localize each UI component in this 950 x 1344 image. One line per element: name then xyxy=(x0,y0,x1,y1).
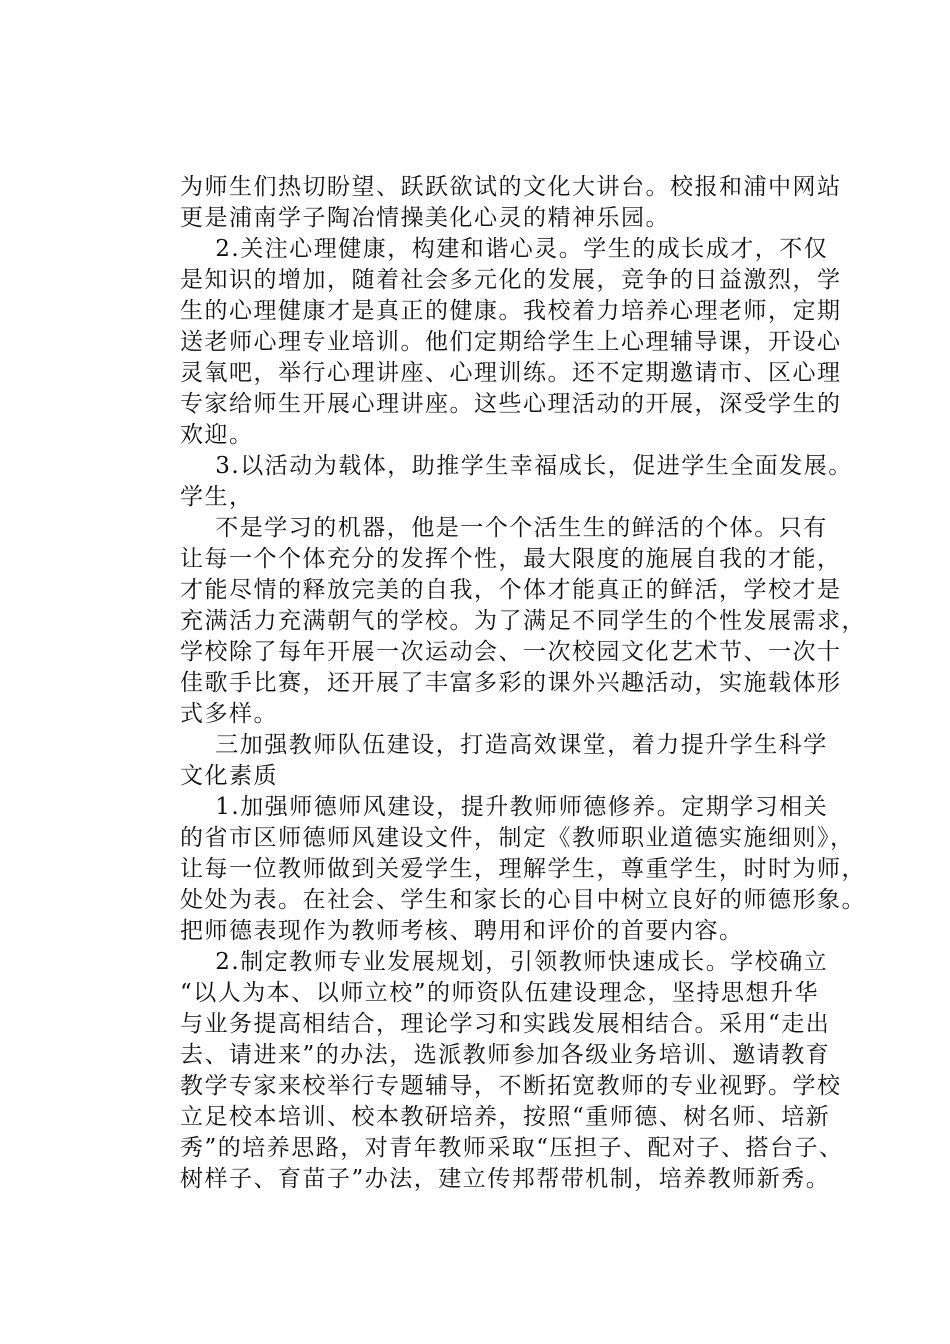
text-line: 树样子、育苗子”办法，建立传邦帮带机制，培养教师新秀。 xyxy=(180,1166,831,1192)
text-line: 1.加强师德师风建设，提升教师师德修养。定期学习相关 xyxy=(180,794,829,820)
text-line: 更是浦南学子陶冶情操美化心灵的精神乐园。 xyxy=(180,205,670,231)
text-line: 佳歌手比赛，还开展了丰富多彩的课外兴趣活动，实施载体形 xyxy=(180,670,842,696)
text-line: 与业务提高相结合，理论学习和实践发展相结合。采用“走出 xyxy=(180,1011,831,1037)
text-line: 生的心理健康才是真正的健康。我校着力培养心理老师，定期 xyxy=(180,298,842,324)
text-line: 欢迎。 xyxy=(180,422,254,448)
text-line: 式多样。 xyxy=(180,701,278,727)
text-line: 是知识的增加，随着社会多元化的发展，竞争的日益激烈，学 xyxy=(180,267,842,293)
text-line: 才能尽情的释放完美的自我，个体才能真正的鲜活，学校才是 xyxy=(180,577,842,603)
text-line: 送老师心理专业培训。他们定期给学生上心理辅导课，开设心 xyxy=(180,329,842,355)
text-line: “以人为本、以师立校”的师资队伍建设理念，坚持思想升华 xyxy=(180,980,820,1006)
text-line: 让每一位教师做到关爱学生，理解学生，尊重学生，时时为师， xyxy=(180,856,866,882)
text-line: 2.关注心理健康，构建和谐心灵。学生的成长成才，不仅 xyxy=(180,236,829,262)
text-line: 秀”的培养思路，对青年教师采取“压担子、配对子、搭台子、 xyxy=(180,1135,844,1161)
text-line: 让每一个个体充分的发挥个性，最大限度的施展自我的才能， xyxy=(180,546,842,572)
text-line: 的省市区师德师风建设文件，制定《教师职业道德实施细则》， xyxy=(180,825,855,851)
text-line: 专家给师生开展心理讲座。这些心理活动的开展，深受学生的 xyxy=(180,391,842,417)
text-line: 处处为表。在社会、学生和家长的心目中树立良好的师德形象。 xyxy=(180,887,866,913)
section-heading-line: 三加强教师队伍建设，打造高效课堂，着力提升学生科学 xyxy=(180,732,828,758)
text-line: 立足校本培训、校本教研培养，按照“重师德、树名师、培新 xyxy=(180,1104,831,1130)
text-line: 3.以活动为载体，助推学生幸福成长，促进学生全面发展。 xyxy=(180,453,853,479)
text-line: 为师生们热切盼望、跃跃欲试的文化大讲台。校报和浦中网站 xyxy=(180,174,842,200)
text-line: 充满活力充满朝气的学校。为了满足不同学生的个性发展需求， xyxy=(180,608,866,634)
text-line: 2.制定教师专业发展规划，引领教师快速成长。学校确立 xyxy=(180,949,829,975)
text-line: 学校除了每年开展一次运动会、一次校园文化艺术节、一次十 xyxy=(180,639,842,665)
text-line: 把师德表现作为教师考核、聘用和评价的首要内容。 xyxy=(180,918,744,944)
text-line: 学生， xyxy=(180,484,254,510)
section-heading-line: 文化素质 xyxy=(180,763,278,789)
text-line: 不是学习的机器，他是一个个活生生的鲜活的个体。只有 xyxy=(180,515,828,541)
text-line: 教学专家来校举行专题辅导，不断拓宽教师的专业视野。学校 xyxy=(180,1073,842,1099)
document-body xyxy=(180,172,866,1195)
text-line: 灵氧吧，举行心理讲座、心理训练。还不定期邀请市、区心理 xyxy=(180,360,842,386)
text-line: 去、请进来”的办法，选派教师参加各级业务培训、邀请教育 xyxy=(180,1042,831,1068)
